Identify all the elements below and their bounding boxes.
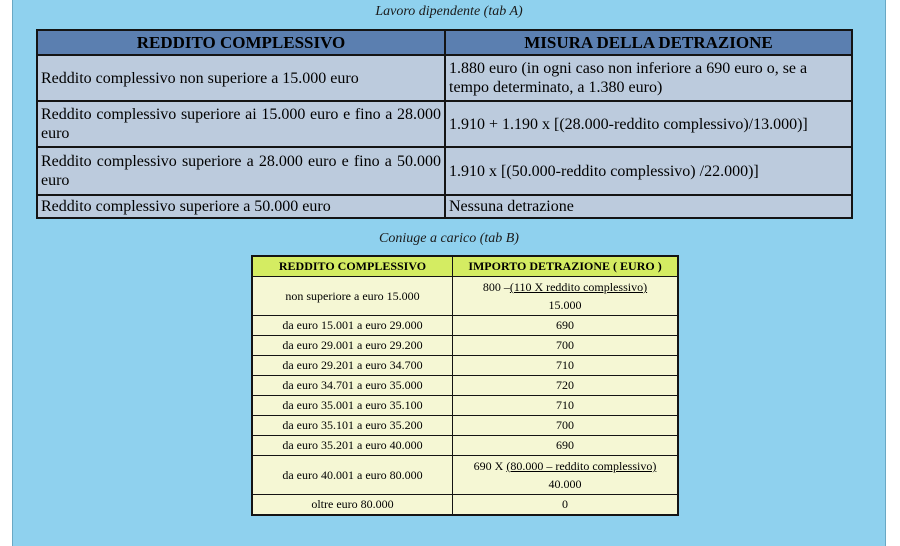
formula-numerator-line xyxy=(453,457,677,475)
table-row xyxy=(252,396,678,416)
table-row xyxy=(252,356,678,376)
table-row xyxy=(252,456,678,495)
formula-numerator: (110 X reddito complessivo) xyxy=(509,280,648,294)
formula-denominator: 40.000 xyxy=(548,477,582,491)
table-row xyxy=(252,495,678,516)
header-reddito-complessivo: REDDITO COMPLESSIVO xyxy=(37,30,445,55)
cell-amount: 700 xyxy=(453,336,679,356)
formula-denominator: 15.000 xyxy=(548,298,582,312)
formula-prefix: 690 X xyxy=(473,459,507,473)
cell-amount: 0 xyxy=(453,495,679,516)
cell-amount: 710 xyxy=(453,396,679,416)
table-row xyxy=(252,416,678,436)
cell-income: da euro 35.001 a euro 35.100 xyxy=(252,396,453,416)
cell-income: da euro 40.001 a euro 80.000 xyxy=(252,456,453,495)
cell-income: non superiore a euro 15.000 xyxy=(252,277,453,316)
cell-income: da euro 15.001 a euro 29.000 xyxy=(252,316,453,336)
cell-deduction: 1.910 x [(50.000-reddito complessivo) /22.000)] xyxy=(445,147,852,195)
cell-formula xyxy=(453,456,679,495)
cell-deduction: 1.910 + 1.190 x [(28.000-reddito complessivo)/13.000)] xyxy=(445,101,852,147)
formula-numerator: (80.000 – reddito complessivo) xyxy=(506,459,657,473)
formula-numerator-line xyxy=(453,278,677,296)
header-importo-detrazione: IMPORTO DETRAZIONE ( EURO ) xyxy=(453,256,679,277)
cell-amount: 700 xyxy=(453,416,679,436)
table-row xyxy=(252,436,678,456)
cell-income: da euro 29.201 a euro 34.700 xyxy=(252,356,453,376)
table-row xyxy=(252,376,678,396)
table-coniuge-a-carico xyxy=(251,255,679,516)
header-reddito-complessivo: REDDITO COMPLESSIVO xyxy=(252,256,453,277)
cell-amount: 720 xyxy=(453,376,679,396)
cell-income: Reddito complessivo non superiore a 15.000 euro xyxy=(37,55,445,101)
table-row xyxy=(37,101,852,147)
header-misura-detrazione: MISURA DELLA DETRAZIONE xyxy=(445,30,852,55)
document-page xyxy=(12,0,886,546)
cell-formula xyxy=(453,277,679,316)
cell-income: oltre euro 80.000 xyxy=(252,495,453,516)
formula-prefix: 800 – xyxy=(482,280,510,294)
cell-deduction: 1.880 euro (in ogni caso non inferiore a 690 euro o, se a tempo determinato, a 1.380 euro) xyxy=(445,55,852,101)
cell-income: da euro 34.701 a euro 35.000 xyxy=(252,376,453,396)
table-row xyxy=(37,195,852,218)
cell-income: da euro 35.201 a euro 40.000 xyxy=(252,436,453,456)
cell-amount: 710 xyxy=(453,356,679,376)
table-header-row xyxy=(252,256,678,277)
cell-income: da euro 35.101 a euro 35.200 xyxy=(252,416,453,436)
table-lavoro-dipendente xyxy=(36,29,853,219)
cell-amount: 690 xyxy=(453,316,679,336)
cell-deduction: Nessuna detrazione xyxy=(445,195,852,218)
table-a-caption: Lavoro dipendente (tab A) xyxy=(375,4,523,19)
table-header-row xyxy=(37,30,852,55)
table-row xyxy=(252,336,678,356)
table-row xyxy=(252,277,678,316)
table-row xyxy=(252,316,678,336)
table-b-caption: Coniuge a carico (tab B) xyxy=(379,231,519,246)
table-row xyxy=(37,147,852,195)
cell-income: Reddito complessivo superiore a 50.000 euro xyxy=(37,195,445,218)
cell-income: Reddito complessivo superiore a 28.000 euro e fino a 50.000 euro xyxy=(37,147,445,195)
cell-income: da euro 29.001 a euro 29.200 xyxy=(252,336,453,356)
cell-income: Reddito complessivo superiore ai 15.000 euro e fino a 28.000 euro xyxy=(37,101,445,147)
table-row xyxy=(37,55,852,101)
cell-amount: 690 xyxy=(453,436,679,456)
